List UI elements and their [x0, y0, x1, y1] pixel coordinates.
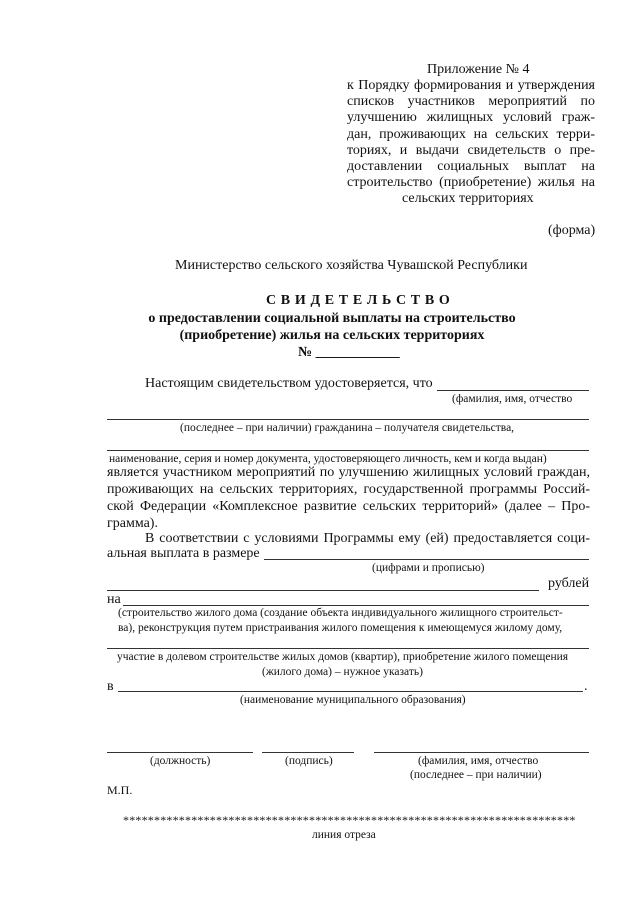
- municipality-field-line[interactable]: [118, 691, 583, 692]
- hint-purpose-3: участие в долевом строительстве жилых домов (квартир), приобретение жилого помещения: [117, 651, 569, 663]
- hint-municipality: (наименование муниципального образования): [240, 694, 466, 706]
- position-line[interactable]: [107, 752, 253, 753]
- hint-purpose-1: (строительство жилого дома (создание объекта индивидуального жилищного строительст-: [118, 607, 563, 619]
- amount-field-line-2[interactable]: [107, 590, 539, 591]
- appendix-title: Приложение № 4: [427, 62, 530, 77]
- appendix-line: ториях, и выдачи свидетельств о пре-: [347, 142, 595, 158]
- ministry-name: Министерство сельского хозяйства Чувашской Республики: [175, 258, 528, 273]
- hint-purpose-2: ва), реконструкция путем пристраивания жилого помещения к имеющемуся жилому дому,: [118, 622, 563, 634]
- paragraph-2-line-1: В соответствии с условиями Программы ему (ей) предоставляется соци-: [145, 531, 590, 546]
- appendix-line: списков участников мероприятий по: [347, 94, 595, 110]
- appendix-line: строительство (приобретение) жилья на: [347, 175, 595, 191]
- in-label: в: [107, 679, 114, 694]
- appendix-last-line: сельских территориях: [402, 191, 534, 206]
- signer-name-line[interactable]: [374, 752, 589, 753]
- signer-name-label: (фамилия, имя, отчество: [418, 755, 539, 767]
- purpose-field-line-2[interactable]: [107, 648, 589, 649]
- paragraph-1-line: ской Федерации «Комплексное развитие сельских территорий» (далее – Про-: [107, 499, 590, 514]
- signature-line[interactable]: [262, 752, 354, 753]
- purpose-field-line[interactable]: [123, 605, 589, 606]
- appendix-line: улучшению жилищных условий граж-: [347, 110, 595, 126]
- appendix-line: дан, проживающих на сельских терри-: [347, 126, 595, 142]
- paragraph-1-line: проживающих на сельских территориях, государственной программы Россий-: [107, 482, 590, 497]
- signer-name-label-2: (последнее – при наличии): [410, 769, 542, 781]
- end-period: .: [584, 679, 588, 694]
- stamp-label: М.П.: [107, 783, 133, 797]
- signature-label: (подпись): [285, 755, 333, 767]
- form-label: (форма): [548, 223, 596, 238]
- cut-line-stars: *************************************************************************: [123, 813, 576, 827]
- certificate-number: № ____________: [298, 345, 400, 360]
- name-field-line[interactable]: [437, 390, 589, 391]
- name-field-line-2[interactable]: [107, 419, 589, 420]
- paragraph-1-last-line: грамма).: [107, 516, 158, 531]
- paragraph-1-line: является участником мероприятий по улучшению жилищных условий граждан,: [107, 465, 590, 480]
- document-title: С В И Д Е Т Е Л Ь С Т В О: [266, 293, 451, 308]
- document-field-line[interactable]: [107, 450, 589, 451]
- rubles-label: рублей: [548, 576, 590, 591]
- paragraph-2-line-2: альная выплата в размере: [107, 546, 260, 561]
- hint-recipient: (последнее – при наличии) гражданина – получателя свидетельства,: [180, 422, 515, 434]
- hint-name: (фамилия, имя, отчество: [452, 393, 573, 405]
- on-label: на: [107, 592, 121, 607]
- amount-field-line[interactable]: [264, 559, 589, 560]
- subtitle-line-2: (приобретение) жилья на сельских территориях: [179, 328, 485, 343]
- hint-purpose-4: (жилого дома) – нужное указать): [262, 666, 423, 678]
- subtitle-line-1: о предоставлении социальной выплаты на строительство: [148, 311, 516, 326]
- cut-line-label: линия отреза: [312, 829, 376, 841]
- hint-amount: (цифрами и прописью): [372, 562, 485, 574]
- appendix-line: доставлении социальных выплат на: [347, 159, 595, 174]
- appendix-line: к Порядку формирования и утверждения: [347, 78, 595, 93]
- certify-text: Настоящим свидетельством удостоверяется, что: [145, 376, 433, 391]
- hint-document: наименование, серия и номер документа, удостоверяющего личность, кем и когда выдан): [109, 453, 547, 465]
- position-label: (должность): [150, 755, 211, 767]
